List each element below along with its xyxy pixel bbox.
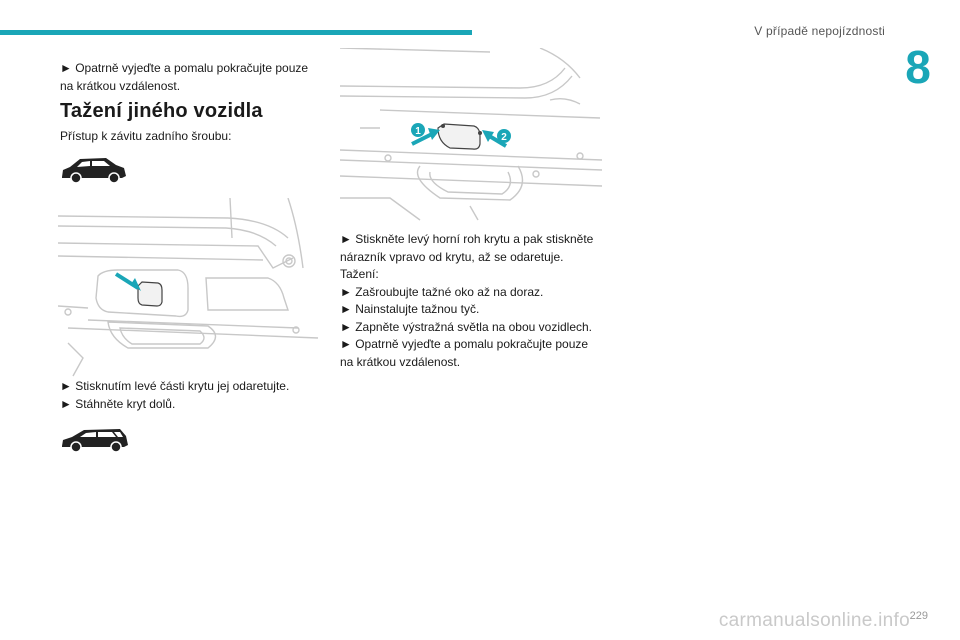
page-heading: Tažení jiného vozidla [60,100,263,122]
instruction-line: Tažení: [340,267,379,281]
instruction-line: nárazník vpravo od krytu, až se odaretuje. [340,249,564,264]
intro-line: ► Opatrně vyjeďte a pomalu pokračujte pouze [60,61,309,75]
left-steps [60,378,289,413]
intro-line: na krátkou vzdálenost. [60,78,181,93]
bumper-cover-callout-illustration [340,48,602,224]
top-accent-bar [0,30,472,35]
instruction-line: ► Stiskněte levý horní roh krytu a pak stiskněte [340,232,594,246]
callout-2-icon [497,129,511,143]
right-instructions [340,231,593,371]
estate-car-silhouette-icon [60,424,130,454]
step-line: ► Stisknutím levé části krytu jej odaretujte. [60,379,290,393]
callout-1-icon [411,123,425,137]
chapter-number: 8 [905,41,931,93]
instruction-line: ► Zapněte výstražná světla na obou vozidlech. [340,319,593,334]
callout-1-label: 1 [415,126,421,137]
instruction-line: ► Nainstalujte tažnou tyč. [340,302,480,316]
watermark: carmanualsonline.info [718,610,910,631]
rear-bumper-illustration [58,198,320,378]
step-line: ► Stáhněte kryt dolů. [60,396,176,411]
section-title: V případě nepojízdnosti [754,24,885,38]
suv-silhouette-icon [60,155,128,185]
page-number: 229 [909,610,928,622]
access-line: Přístup k závitu zadního šroubu: [60,129,232,143]
access-text [60,128,231,146]
callout-2-label: 2 [501,132,507,143]
instruction-line: na krátkou vzdálenost. [340,354,461,369]
intro-paragraph [60,60,308,95]
instruction-line: ► Opatrně vyjeďte a pomalu pokračujte pouze [340,337,589,351]
instruction-line: ► Zašroubujte tažné oko až na doraz. [340,284,544,299]
